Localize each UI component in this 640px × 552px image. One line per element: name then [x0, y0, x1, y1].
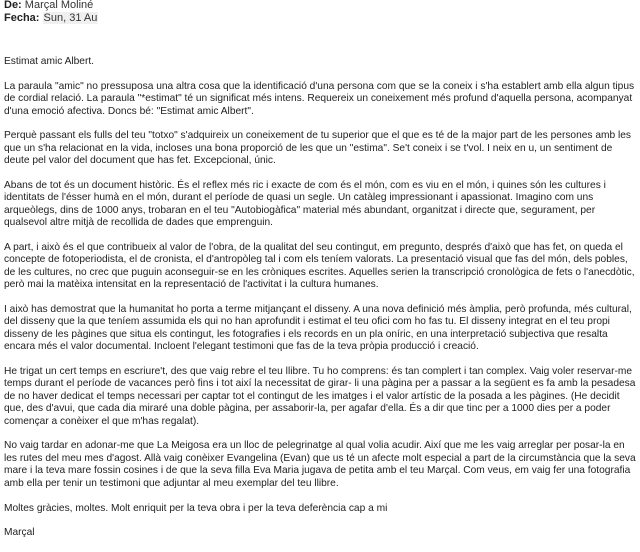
- date-value: Sun, 31 Au: [43, 12, 98, 24]
- paragraph: La paraula "amic" no pressuposa una altra cosa que la identificació d'una persona com que se la coneix i s'ha establert amb ella algun tipus de cordial relació. La paraula "*estimat" té un significat més intens. Requereix un coneixement més profund d'aquella persona, acompanyat d'una emoció afectiva. Doncs bé: "Estimat amic Albert".: [4, 80, 635, 117]
- greeting: Estimat amic Albert.: [4, 56, 95, 67]
- from-row: [4, 0, 93, 12]
- paragraph: Abans de tot és un document històric. És el reflex més ric i exacte de com és el món, com es viu en el món, i quines són les cultures i identitats de l'ésser humà en el món, durant el període de quasi un segle. Un catàleg impressionant i apassionat. Imagino com uns arqueòlegs, dins de 1000 anys, trobaran en el teu "Autobiogàfica" material més abundant, organitzat i directe que, segurament, per qualsevol altre mitjà de recollida de dades que emprenguin.: [4, 180, 606, 229]
- paragraph: No vaig tardar en adonar-me que La Meigosa era un lloc de pelegrinatge al qual volia acudir. Així que me les vaig arreglar per posar-la en les rutes del meu mes d'agost. Allà vaig conèixer Evangelina (Evan) que us té un afecte molt especial a part de la circumstància que la seva mare i la teva mare fossin cosines i de que la seva filla Eva Maria jugava de petita amb el teu Marçal. Com veus, em vaig fer una fotografia amb ella per tenir un testimoni que adjuntar al meu exemplar del teu llibre.: [4, 440, 636, 489]
- date-row: [4, 12, 98, 25]
- paragraph: A part, i això és el que contribueix al valor de l'obra, de la qualitat del seu contingut, em pregunto, després d'això que has fet, on queda el concepte de fotoperiodista, el de cronista, el d'antropòleg tal i com els teníem valorats. La presentació visual que fas del món, dels pobles, de les cultures, no crec que puguin aconseguir-se en les cròniques escrites. Aquelles serien la transcripció cronològica de fets o l'anecdòtic, però mai la matèixa intensitat en la representació de l'activitat i la cultura humanes.: [4, 242, 635, 291]
- signature: Marçal: [4, 527, 35, 539]
- paragraph: I això has demostrat que la humanitat ho porta a terme mitjançant el disseny. A una nova definició més àmplia, però profunda, més cultural, del disseny que la que teníem assumida els qui no han aprofundit i estimat el teu ofici com ho fas tu. El disseny integrat en el teu propi disseny de les pàgines que situa els contingut, les fotografies i els records en un pla oníric, en una interpretació subjectiva que resalta encara més el valor documental. Incloent l'elegant testimoni que fas de la teva pròpia producció i creació.: [4, 304, 632, 353]
- from-value[interactable]: Marçal Moliné: [24, 0, 94, 11]
- email-header: [0, 0, 640, 34]
- paragraph: Perquè passant els fulls del teu "totxo" s'adquireix un coneixement de tu superior que el que es té de la major part de les persones amb les que un s'ha relacionat en la vida, incloses una bona proporció de les que un "estima". Se't coneix i se t'vol. I neix en u, un sentiment de deute pel valor del document que has fet. Excepcional, únic.: [4, 130, 632, 167]
- paragraph: Moltes gràcies, moltes. Molt enriquit per la teva obra i per la teva deferència cap a mi: [4, 502, 388, 514]
- date-label: Fecha:: [4, 12, 40, 24]
- paragraph: He trigat un cert temps en escriure't, des que vaig rebre el teu llibre. Tu ho comprens: és tan complert i tan complex. Vaig voler reservar-me temps durant el període de vacances però fins i tot així la necessitat de girar- li una pàgina per a passar a la següent es fa amb la pesadesa de no haver dedicat el temps necessari per captar tot el contingut de les imatges i el valor artístic de la posada a les pàgines. (He decidit que, des d'avui, que cada dia miraré una doble pàgina, per assaborir-la, per agafar d'ella. És a dir que tinc per a 1000 dies per a poder començar a conèixer el que m'has regalat).: [4, 366, 636, 427]
- message-body: [4, 56, 636, 552]
- from-label: De:: [4, 0, 22, 11]
